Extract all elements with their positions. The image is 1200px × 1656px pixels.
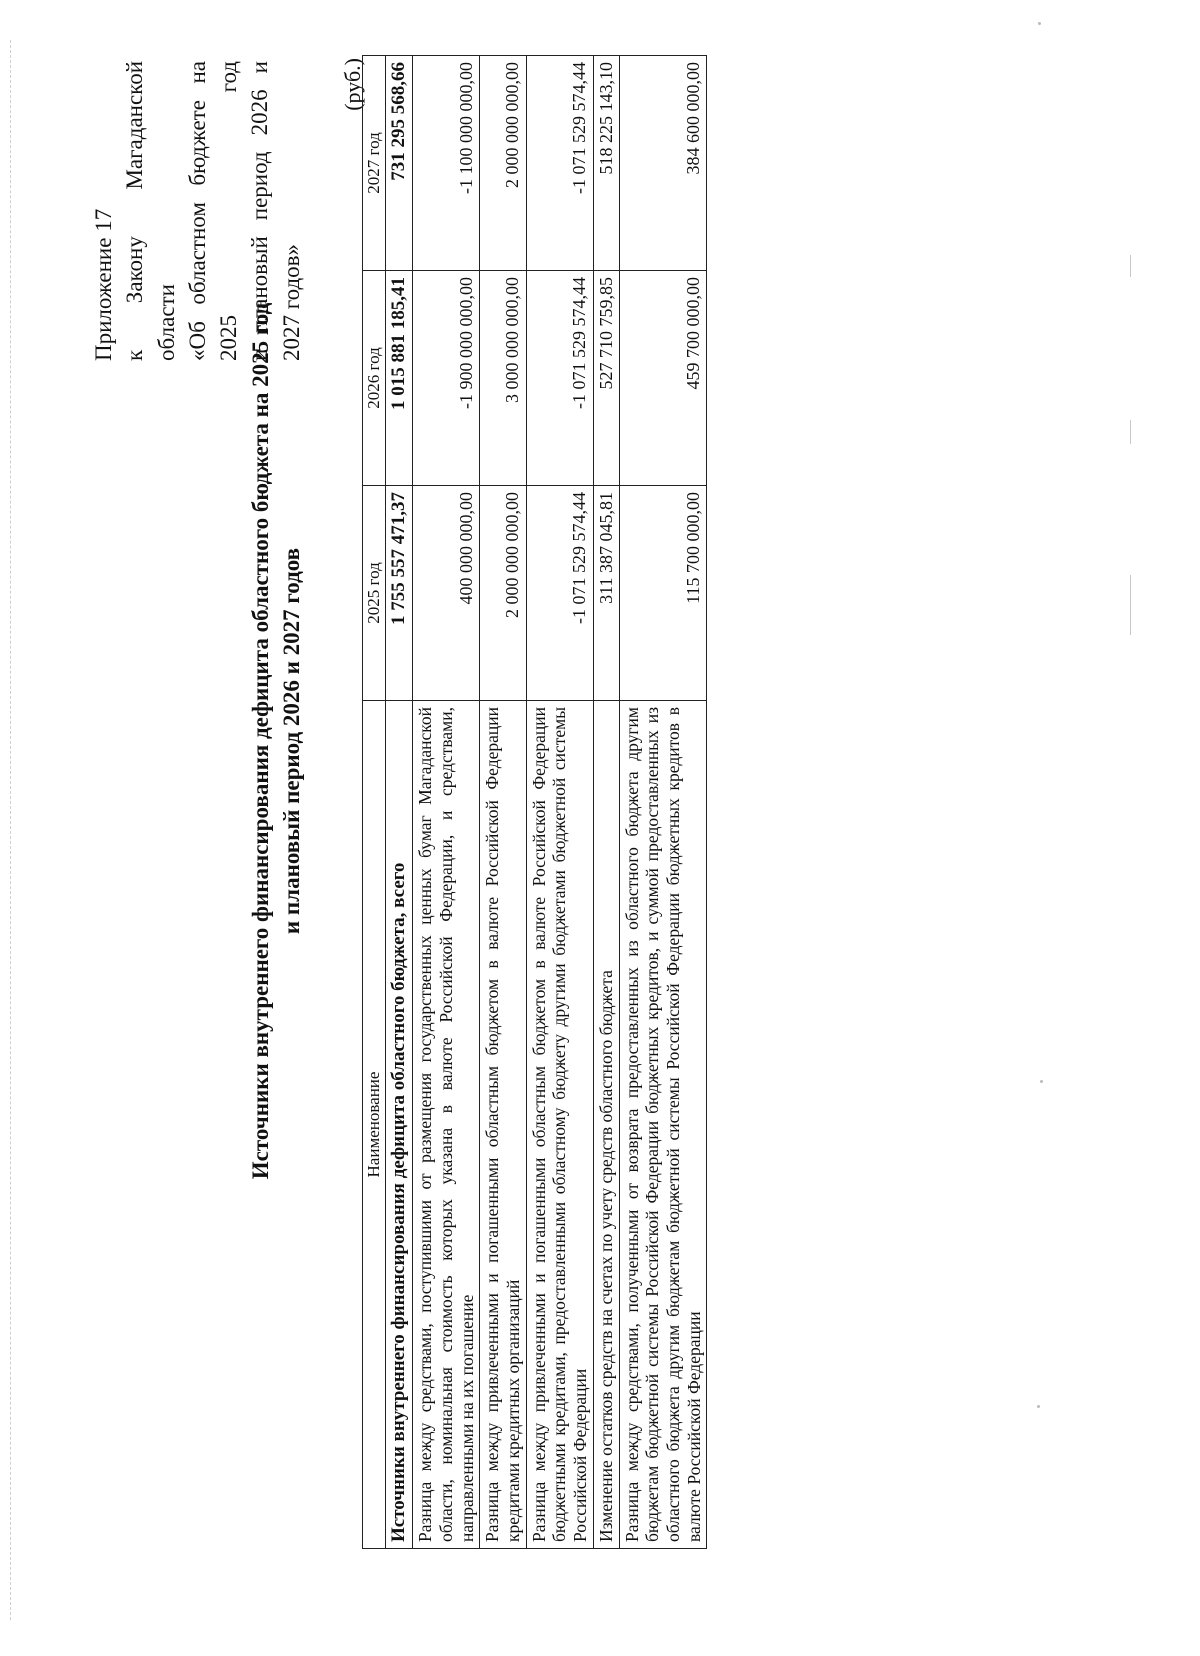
row-value-2027: 384 600 000,00 [619, 56, 707, 271]
row-name: Источники внутреннего финансирования дефицита областного бюджета, всего [386, 701, 413, 1549]
title-line-1: Источники внутреннего финансирования дефицита областного бюджета на 2025 год [248, 302, 273, 1180]
row-value-2027: -1 100 000 000,00 [413, 56, 480, 271]
row-value-2025: 1 755 557 471,37 [386, 486, 413, 701]
row-value-2026: 527 710 759,85 [593, 271, 619, 486]
table-row [593, 56, 619, 1549]
title-line-2: и плановый период 2026 и 2027 годов [279, 547, 305, 935]
row-value-2026: 459 700 000,00 [619, 271, 707, 486]
row-value-2027: 2 000 000 000,00 [480, 56, 526, 271]
row-value-2027: 518 225 143,10 [593, 56, 619, 271]
table-header-row [363, 56, 386, 1549]
header-2027: 2027 год [363, 56, 386, 271]
table-row [619, 56, 707, 1549]
row-name: Разница между средствами, поступившими от размещения государственных ценных бумаг Магаданской области, номинальная стоимость которых указана в валюте Российской Федерации, и средствами, направленными на их погашение [413, 701, 480, 1549]
row-name: Разница между привлеченными и погашенными областным бюджетом в валюте Российской Федерации бюджетными кредитами, предоставленными областному бюджету другими бюджетами бюджетной системы Российской Федерации [526, 701, 593, 1549]
row-value-2025: 311 387 045,81 [593, 486, 619, 701]
row-value-2026: 1 015 881 185,41 [386, 271, 413, 486]
unit-label: (руб.) [340, 58, 365, 111]
appendix-line-3: и плановый период 2026 и 2027 годов» [247, 61, 304, 361]
appendix-region: Магаданской [122, 61, 148, 190]
appendix-oblast: области [153, 284, 179, 361]
financing-sources-table [362, 55, 707, 1549]
row-value-2026: -1 071 529 574,44 [526, 271, 593, 486]
row-value-2025: 2 000 000 000,00 [480, 486, 526, 701]
appendix-law-line [119, 61, 182, 361]
table-row-total [386, 56, 413, 1549]
document-title [245, 56, 307, 1426]
row-name: Изменение остатков средств на счетах по учету средств областного бюджета [593, 701, 619, 1549]
table-row [480, 56, 526, 1549]
row-value-2027: -1 071 529 574,44 [526, 56, 593, 271]
row-value-2027: 731 295 568,66 [386, 56, 413, 271]
row-value-2026: 3 000 000 000,00 [480, 271, 526, 486]
header-2025: 2025 год [363, 486, 386, 701]
header-name: Наименование [363, 701, 386, 1549]
row-name: Разница между средствами, полученными от возврата предоставленных из областного бюджета другим бюджетам бюджетной системы Российской Федерации бюджетных кредитов, и суммой предоставленных из областного бюджета другим бюджетам бюджетной системы Российской Федерации бюджетных кредитов в валюте Российской Федерации [619, 701, 707, 1549]
row-value-2025: 115 700 000,00 [619, 486, 707, 701]
header-2026: 2026 год [363, 271, 386, 486]
row-name: Разница между привлеченными и погашенными областным бюджетом в валюте Российской Федерации кредитами кредитных организаций [480, 701, 526, 1549]
appendix-law: Закону [122, 236, 148, 304]
appendix-line-2: «Об областном бюджете на 2025 год [184, 61, 242, 361]
table-row [526, 56, 593, 1549]
table-row [413, 56, 480, 1549]
appendix-number: Приложение 17 [91, 208, 116, 361]
appendix-k: к [122, 349, 148, 361]
row-value-2025: -1 071 529 574,44 [526, 486, 593, 701]
row-value-2026: -1 900 000 000,00 [413, 271, 480, 486]
row-value-2025: 400 000 000,00 [413, 486, 480, 701]
